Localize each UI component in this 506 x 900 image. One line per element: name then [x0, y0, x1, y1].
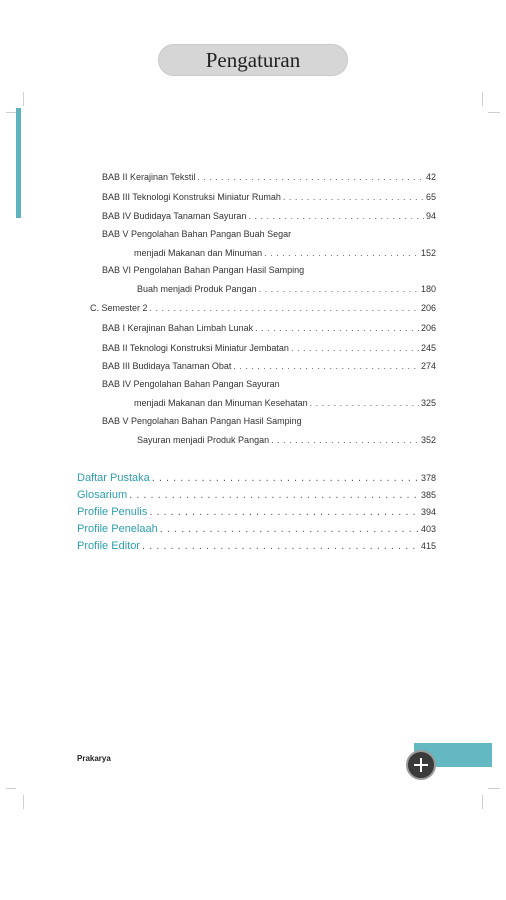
crop-mark	[482, 92, 483, 106]
crop-mark	[6, 788, 16, 789]
crop-mark	[482, 795, 483, 809]
toc-back-matter-item[interactable]: Profile Editor . . . 415	[77, 540, 436, 552]
toc-entry[interactable]: BAB II Kerajinan Tekstil . . . 42	[102, 172, 436, 182]
toc-entry[interactable]: BAB I Kerajinan Bahan Limbah Lunak . . . 206	[102, 323, 436, 333]
settings-title: Pengaturan	[205, 47, 301, 72]
crop-mark	[488, 788, 500, 789]
toc-back-matter-item[interactable]: Profile Penelaah . . . 403	[77, 523, 436, 535]
toc-entry[interactable]: BAB II Teknologi Konstruksi Miniatur Jembatan . . . 245	[102, 343, 436, 353]
toc-entry[interactable]: BAB V Pengolahan Bahan Pangan Hasil Samping	[102, 416, 302, 426]
toc-back-matter-item[interactable]: Glosarium . . . 385	[77, 489, 436, 501]
crop-mark	[23, 795, 24, 809]
toc-entry[interactable]: BAB III Teknologi Konstruksi Miniatur Rumah . . . 65	[102, 192, 436, 202]
toc-entry[interactable]: Sayuran menjadi Produk Pangan . . . 352	[137, 435, 436, 445]
toc-section[interactable]: C. Semester 2 . . . 206	[90, 303, 436, 313]
toc-entry[interactable]: BAB III Budidaya Tanaman Obat . . . 274	[102, 361, 436, 371]
toc-entry[interactable]: menjadi Makanan dan Minuman Kesehatan . . . 325	[134, 398, 436, 408]
page-accent-bar	[16, 108, 21, 218]
crop-mark	[488, 112, 500, 113]
page-footer-label: Prakarya	[77, 754, 111, 763]
toc-entry[interactable]: BAB VI Pengolahan Bahan Pangan Hasil Samping	[102, 265, 305, 275]
toc-back-matter-item[interactable]: Profile Penulis . . . 394	[77, 506, 436, 518]
toc-entry[interactable]: Buah menjadi Produk Pangan . . . 180	[137, 284, 436, 294]
zoom-in-button[interactable]	[406, 750, 436, 780]
zoom-in-icon	[412, 756, 430, 774]
toc-back-matter-item[interactable]: Daftar Pustaka . . . 378	[77, 472, 436, 484]
settings-button[interactable]	[158, 44, 348, 76]
toc-entry[interactable]: BAB IV Pengolahan Bahan Pangan Sayuran	[102, 379, 280, 389]
toc-entry[interactable]: BAB V Pengolahan Bahan Pangan Buah Segar	[102, 229, 292, 239]
crop-mark	[23, 92, 24, 106]
toc-entry[interactable]: menjadi Makanan dan Minuman . . . 152	[134, 248, 436, 258]
crop-mark	[6, 112, 16, 113]
toc-entry[interactable]: BAB IV Budidaya Tanaman Sayuran . . . 94	[102, 211, 436, 221]
